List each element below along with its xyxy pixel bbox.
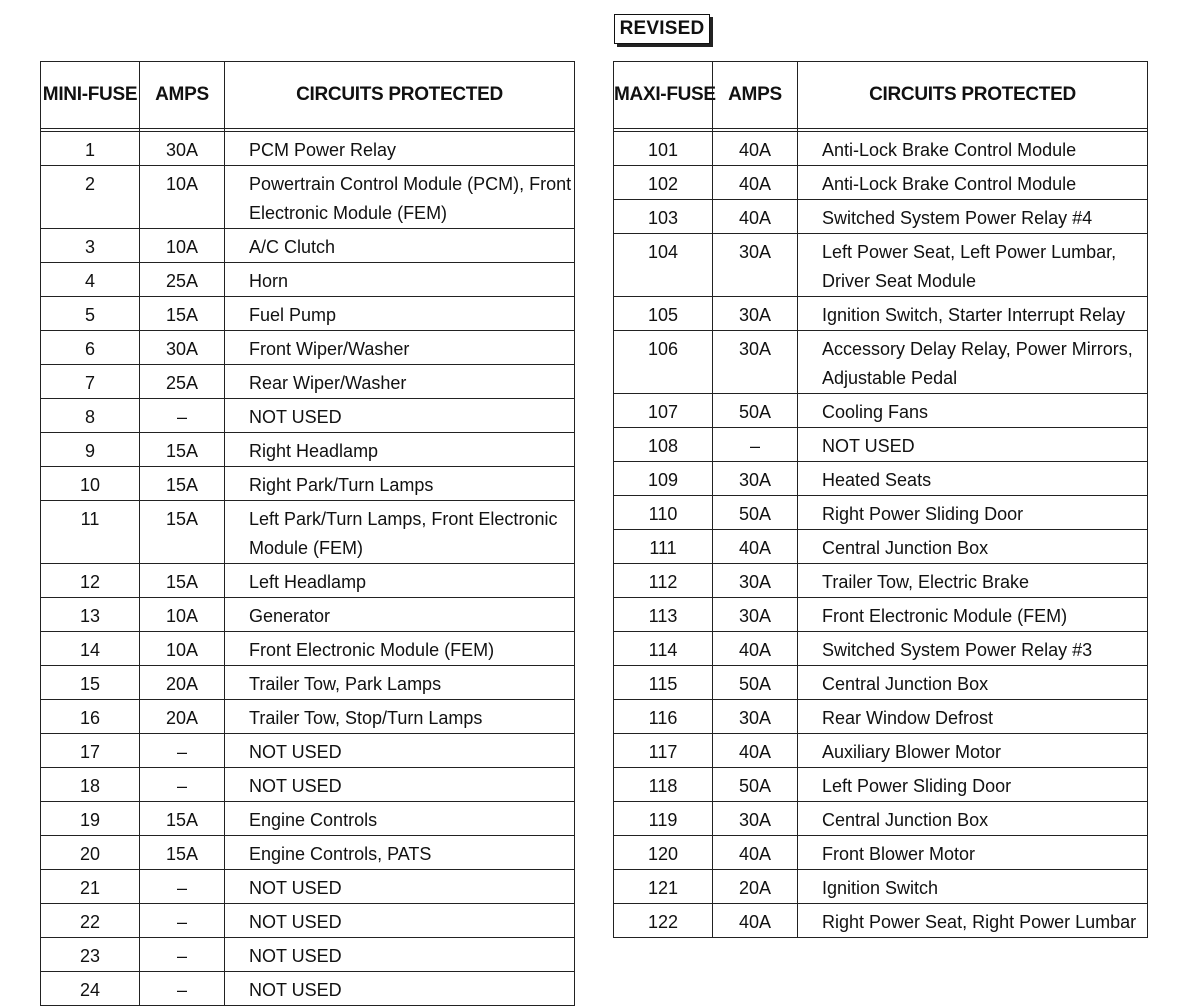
fuse-number: 109: [614, 462, 713, 496]
fuse-amps: 40A: [713, 200, 798, 234]
fuse-number: 106: [614, 331, 713, 394]
mini-fuse-row: [41, 904, 575, 938]
fuse-amps: 20A: [140, 666, 225, 700]
circuits-protected: [798, 234, 1148, 297]
fuse-number: 8: [41, 399, 140, 433]
fuse-amps: 30A: [713, 598, 798, 632]
fuse-amps: –: [713, 428, 798, 462]
fuse-amps: 15A: [140, 297, 225, 331]
fuse-amps: 15A: [140, 836, 225, 870]
maxi-fuse-row: [614, 530, 1148, 564]
circuit-line: Driver Seat Module: [822, 271, 977, 291]
maxi-fuse-header-circuits: CIRCUITS PROTECTED: [798, 62, 1148, 129]
maxi-fuse-row: [614, 166, 1148, 200]
fuse-amps: 50A: [713, 768, 798, 802]
fuse-amps: 40A: [713, 836, 798, 870]
mini-fuse-row: [41, 632, 575, 666]
fuse-number: 19: [41, 802, 140, 836]
fuse-number: 7: [41, 365, 140, 399]
mini-fuse-header-amps: AMPS: [140, 62, 225, 129]
mini-fuse-header-row: [41, 62, 575, 129]
circuit-line: Trailer Tow, Electric Brake: [822, 572, 1030, 592]
maxi-fuse-row: [614, 632, 1148, 666]
circuit-line: Switched System Power Relay #3: [822, 640, 1093, 660]
circuits-protected: [225, 632, 575, 666]
fuse-amps: 40A: [713, 632, 798, 666]
fuse-amps: 30A: [713, 331, 798, 394]
maxi-fuse-table: [613, 61, 1148, 938]
mini-fuse-row: [41, 166, 575, 229]
fuse-amps: 10A: [140, 632, 225, 666]
maxi-fuse-row: [614, 234, 1148, 297]
circuit-line: A/C Clutch: [249, 237, 336, 257]
mini-fuse-row: [41, 297, 575, 331]
circuits-protected: [225, 433, 575, 467]
fuse-number: 111: [614, 530, 713, 564]
fuse-amps: –: [140, 904, 225, 938]
circuit-line: Heated Seats: [822, 470, 932, 490]
mini-fuse-row: [41, 132, 575, 166]
circuit-line: Powertrain Control Module (PCM), Front: [249, 174, 572, 194]
fuse-number: 110: [614, 496, 713, 530]
fuse-amps: 15A: [140, 433, 225, 467]
mini-fuse-header-fuse: MINI-FUSE: [41, 62, 140, 129]
circuits-protected: [798, 700, 1148, 734]
circuit-line: Adjustable Pedal: [822, 368, 958, 388]
circuit-line: Right Headlamp: [249, 441, 379, 461]
fuse-amps: 30A: [140, 132, 225, 166]
mini-fuse-row: [41, 399, 575, 433]
circuit-line: Left Power Sliding Door: [822, 776, 1012, 796]
circuits-protected: [225, 365, 575, 399]
fuse-amps: –: [140, 734, 225, 768]
circuits-protected: [225, 399, 575, 433]
fuse-number: 102: [614, 166, 713, 200]
maxi-fuse-row: [614, 297, 1148, 331]
circuit-line: Cooling Fans: [822, 402, 929, 422]
circuit-line: NOT USED: [249, 407, 342, 427]
circuits-protected: [225, 229, 575, 263]
circuits-protected: [225, 836, 575, 870]
circuit-line: Central Junction Box: [822, 538, 989, 558]
circuits-protected: [798, 428, 1148, 462]
fuse-amps: 25A: [140, 263, 225, 297]
fuse-number: 15: [41, 666, 140, 700]
circuit-line: Trailer Tow, Park Lamps: [249, 674, 442, 694]
circuit-line: NOT USED: [249, 912, 342, 932]
circuit-line: Right Park/Turn Lamps: [249, 475, 434, 495]
fuse-number: 23: [41, 938, 140, 972]
fuse-amps: –: [140, 938, 225, 972]
circuits-protected: [798, 802, 1148, 836]
circuit-line: NOT USED: [249, 878, 342, 898]
fuse-amps: 20A: [140, 700, 225, 734]
fuse-number: 2: [41, 166, 140, 229]
mini-fuse-row: [41, 598, 575, 632]
circuits-protected: [225, 938, 575, 972]
circuit-line: Fuel Pump: [249, 305, 337, 325]
fuse-amps: 25A: [140, 365, 225, 399]
circuits-protected: [225, 501, 575, 564]
mini-fuse-row: [41, 734, 575, 768]
mini-fuse-row: [41, 700, 575, 734]
circuits-protected: [798, 666, 1148, 700]
circuit-line: Left Power Seat, Left Power Lumbar,: [822, 242, 1117, 262]
maxi-fuse-row: [614, 428, 1148, 462]
mini-fuse-row: [41, 365, 575, 399]
circuits-protected: [225, 331, 575, 365]
circuits-protected: [225, 467, 575, 501]
fuse-number: 20: [41, 836, 140, 870]
maxi-fuse-row: [614, 200, 1148, 234]
maxi-fuse-row: [614, 870, 1148, 904]
circuit-line: Ignition Switch, Starter Interrupt Relay: [822, 305, 1126, 325]
fuse-number: 104: [614, 234, 713, 297]
fuse-amps: 40A: [713, 734, 798, 768]
circuits-protected: [225, 734, 575, 768]
fuse-amps: 10A: [140, 166, 225, 229]
fuse-amps: 50A: [713, 394, 798, 428]
fuse-number: 114: [614, 632, 713, 666]
circuit-line: Horn: [249, 271, 289, 291]
fuse-number: 13: [41, 598, 140, 632]
maxi-fuse-row: [614, 836, 1148, 870]
maxi-fuse-row: [614, 496, 1148, 530]
fuse-number: 101: [614, 132, 713, 166]
circuit-line: Trailer Tow, Stop/Turn Lamps: [249, 708, 483, 728]
circuit-line: Anti-Lock Brake Control Module: [822, 174, 1077, 194]
fuse-amps: 30A: [713, 297, 798, 331]
circuits-protected: [798, 200, 1148, 234]
circuit-line: Generator: [249, 606, 331, 626]
fuse-number: 9: [41, 433, 140, 467]
maxi-fuse-row: [614, 666, 1148, 700]
circuits-protected: [798, 394, 1148, 428]
fuse-number: 103: [614, 200, 713, 234]
fuse-amps: 50A: [713, 666, 798, 700]
mini-fuse-table: [40, 61, 575, 1006]
mini-fuse-row: [41, 666, 575, 700]
circuits-protected: [225, 802, 575, 836]
circuits-protected: [798, 132, 1148, 166]
fuse-amps: –: [140, 972, 225, 1006]
fuse-number: 121: [614, 870, 713, 904]
circuit-line: NOT USED: [822, 436, 915, 456]
circuits-protected: [225, 870, 575, 904]
mini-fuse-row: [41, 501, 575, 564]
circuits-protected: [798, 598, 1148, 632]
fuse-amps: 40A: [713, 904, 798, 938]
fuse-number: 22: [41, 904, 140, 938]
circuit-line: NOT USED: [249, 742, 342, 762]
fuse-number: 18: [41, 768, 140, 802]
fuse-number: 10: [41, 467, 140, 501]
fuse-amps: 15A: [140, 467, 225, 501]
fuse-number: 119: [614, 802, 713, 836]
circuit-line: Auxiliary Blower Motor: [822, 742, 1002, 762]
circuits-protected: [798, 870, 1148, 904]
fuse-number: 108: [614, 428, 713, 462]
maxi-fuse-row: [614, 734, 1148, 768]
circuit-line: NOT USED: [249, 980, 342, 1000]
circuits-protected: [225, 132, 575, 166]
circuits-protected: [798, 166, 1148, 200]
mini-fuse-row: [41, 972, 575, 1006]
fuse-number: 14: [41, 632, 140, 666]
circuits-protected: [798, 632, 1148, 666]
circuit-line: Left Park/Turn Lamps, Front Electronic: [249, 509, 558, 529]
fuse-number: 107: [614, 394, 713, 428]
circuits-protected: [225, 564, 575, 598]
mini-fuse-row: [41, 802, 575, 836]
fuse-number: 118: [614, 768, 713, 802]
circuit-line: Module (FEM): [249, 538, 364, 558]
maxi-fuse-row: [614, 331, 1148, 394]
fuse-number: 113: [614, 598, 713, 632]
circuit-line: Front Electronic Module (FEM): [822, 606, 1068, 626]
circuits-protected: [798, 331, 1148, 394]
fuse-number: 4: [41, 263, 140, 297]
circuit-line: PCM Power Relay: [249, 140, 397, 160]
circuits-protected: [225, 263, 575, 297]
mini-fuse-row: [41, 836, 575, 870]
circuits-protected: [798, 530, 1148, 564]
mini-fuse-row: [41, 870, 575, 904]
fuse-number: 24: [41, 972, 140, 1006]
fuse-number: 11: [41, 501, 140, 564]
fuse-number: 105: [614, 297, 713, 331]
fuse-amps: 30A: [713, 564, 798, 598]
circuits-protected: [225, 666, 575, 700]
fuse-amps: 15A: [140, 802, 225, 836]
fuse-amps: 10A: [140, 229, 225, 263]
circuit-line: Engine Controls: [249, 810, 378, 830]
fuse-amps: 30A: [713, 700, 798, 734]
circuits-protected: [225, 598, 575, 632]
fuse-amps: 30A: [713, 234, 798, 297]
fuse-number: 112: [614, 564, 713, 598]
fuse-number: 122: [614, 904, 713, 938]
circuit-line: Central Junction Box: [822, 674, 989, 694]
maxi-fuse-header-fuse: MAXI-FUSE: [614, 62, 713, 129]
maxi-fuse-row: [614, 132, 1148, 166]
fuse-number: 12: [41, 564, 140, 598]
circuit-line: Right Power Sliding Door: [822, 504, 1024, 524]
circuit-line: Electronic Module (FEM): [249, 203, 448, 223]
circuits-protected: [225, 972, 575, 1006]
maxi-fuse-row: [614, 700, 1148, 734]
circuit-line: Engine Controls, PATS: [249, 844, 432, 864]
revised-badge: REVISED: [614, 14, 710, 44]
circuits-protected: [798, 462, 1148, 496]
mini-fuse-row: [41, 938, 575, 972]
circuits-protected: [225, 297, 575, 331]
maxi-fuse-header-row: [614, 62, 1148, 129]
mini-fuse-row: [41, 467, 575, 501]
circuit-line: Ignition Switch: [822, 878, 939, 898]
fuse-number: 117: [614, 734, 713, 768]
mini-fuse-row: [41, 564, 575, 598]
fuse-amps: 30A: [713, 802, 798, 836]
circuits-protected: [225, 768, 575, 802]
fuse-amps: –: [140, 768, 225, 802]
fuse-number: 115: [614, 666, 713, 700]
fuse-amps: –: [140, 870, 225, 904]
circuit-line: Switched System Power Relay #4: [822, 208, 1093, 228]
maxi-fuse-row: [614, 768, 1148, 802]
circuit-line: NOT USED: [249, 946, 342, 966]
fuse-amps: 15A: [140, 564, 225, 598]
circuits-protected: [225, 904, 575, 938]
circuit-line: Accessory Delay Relay, Power Mirrors,: [822, 339, 1133, 359]
circuits-protected: [225, 166, 575, 229]
circuits-protected: [225, 700, 575, 734]
fuse-number: 21: [41, 870, 140, 904]
fuse-amps: –: [140, 399, 225, 433]
fuse-amps: 40A: [713, 166, 798, 200]
circuit-line: Anti-Lock Brake Control Module: [822, 140, 1077, 160]
maxi-fuse-row: [614, 564, 1148, 598]
maxi-fuse-row: [614, 802, 1148, 836]
circuit-line: Rear Window Defrost: [822, 708, 994, 728]
circuits-protected: [798, 564, 1148, 598]
mini-fuse-row: [41, 433, 575, 467]
fuse-amps: 20A: [713, 870, 798, 904]
circuit-line: Left Headlamp: [249, 572, 367, 592]
maxi-fuse-header-amps: AMPS: [713, 62, 798, 129]
maxi-fuse-row: [614, 598, 1148, 632]
mini-fuse-row: [41, 263, 575, 297]
fuse-number: 120: [614, 836, 713, 870]
fuse-amps: 30A: [140, 331, 225, 365]
fuse-amps: 40A: [713, 530, 798, 564]
fuse-number: 116: [614, 700, 713, 734]
mini-fuse-header-circuits: CIRCUITS PROTECTED: [225, 62, 575, 129]
mini-fuse-row: [41, 229, 575, 263]
circuit-line: Right Power Seat, Right Power Lumbar: [822, 912, 1137, 932]
circuits-protected: [798, 734, 1148, 768]
fuse-number: 1: [41, 132, 140, 166]
fuse-number: 16: [41, 700, 140, 734]
mini-fuse-row: [41, 331, 575, 365]
circuit-line: Front Wiper/Washer: [249, 339, 410, 359]
circuit-line: NOT USED: [249, 776, 342, 796]
fuse-number: 17: [41, 734, 140, 768]
maxi-fuse-row: [614, 394, 1148, 428]
fuse-amps: 15A: [140, 501, 225, 564]
fuse-amps: 30A: [713, 462, 798, 496]
maxi-fuse-row: [614, 904, 1148, 938]
fuse-amps: 50A: [713, 496, 798, 530]
circuits-protected: [798, 768, 1148, 802]
fuse-amps: 10A: [140, 598, 225, 632]
circuits-protected: [798, 904, 1148, 938]
mini-fuse-row: [41, 768, 575, 802]
maxi-fuse-row: [614, 462, 1148, 496]
fuse-number: 3: [41, 229, 140, 263]
circuit-line: Front Electronic Module (FEM): [249, 640, 495, 660]
fuse-number: 6: [41, 331, 140, 365]
fuse-amps: 40A: [713, 132, 798, 166]
circuit-line: Central Junction Box: [822, 810, 989, 830]
circuits-protected: [798, 297, 1148, 331]
fuse-number: 5: [41, 297, 140, 331]
circuit-line: Rear Wiper/Washer: [249, 373, 407, 393]
circuit-line: Front Blower Motor: [822, 844, 976, 864]
circuits-protected: [798, 836, 1148, 870]
circuits-protected: [798, 496, 1148, 530]
